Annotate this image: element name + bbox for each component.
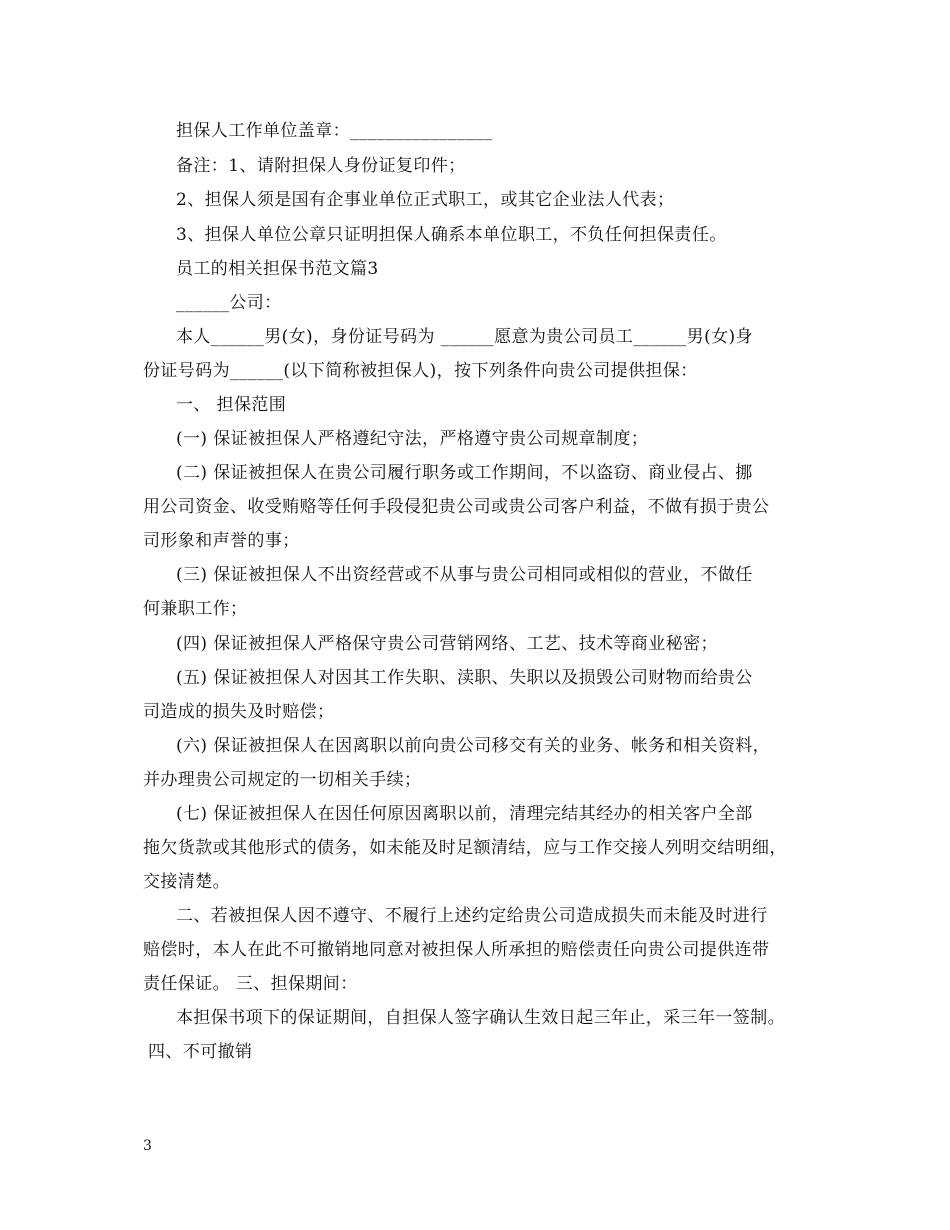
- clause-7-line-3: 交接清楚。: [143, 872, 230, 892]
- guarantee-period: 本担保书项下的保证期间，自担保人签字确认生效日起三年止，采三年一签制。: [176, 1008, 785, 1028]
- guarantor-seal-line: 担保人工作单位盖章：________________: [176, 121, 493, 141]
- clause-5-line-2: 司造成的损失及时赔偿；: [143, 702, 335, 722]
- note-3: 3、担保人单位公章只证明担保人确系本单位职工，不负任何担保责任。: [176, 225, 727, 245]
- note-1: 备注：1、请附担保人身份证复印件；: [176, 156, 466, 176]
- intro-line-1: 本人______男(女)，身份证号码为 ______愿意为贵公司员工______男(女)身: [176, 327, 753, 347]
- section-title: 员工的相关担保书范文篇3: [176, 259, 379, 279]
- note-2: 2、担保人须是国有企事业单位正式职工，或其它企业法人代表；: [176, 190, 675, 210]
- clause-4: (四) 保证被担保人严格保守贵公司营销网络、工艺、技术等商业秘密；: [176, 634, 718, 654]
- irrevocable-heading: 四、不可撤销: [148, 1042, 253, 1062]
- clause-7-line-1: (七) 保证被担保人在因任何原因离职以前，清理完结其经办的相关客户全部: [176, 804, 753, 824]
- addressee: ______公司：: [176, 293, 282, 313]
- section-2-line-3: 责任保证。 三、担保期间：: [143, 974, 358, 994]
- clause-1: (一) 保证被担保人严格遵纪守法，严格遵守贵公司规章制度；: [176, 429, 649, 449]
- section-2-line-2: 赔偿时，本人在此不可撤销地同意对被担保人所承担的赔偿责任向贵公司提供连带: [143, 940, 770, 960]
- clause-3-line-2: 何兼职工作；: [143, 599, 248, 619]
- scope-heading: 一、 担保范围: [176, 395, 287, 415]
- clause-7-line-2: 拖欠货款或其他形式的债务，如未能及时足额清结，应与工作交接人列明交结明细，: [143, 838, 787, 858]
- clause-2-line-1: (二) 保证被担保人在贵公司履行职务或工作期间，不以盗窃、商业侵占、挪: [176, 463, 753, 483]
- intro-line-2: 份证号码为______(以下简称被担保人)，按下列条件向贵公司提供担保：: [143, 361, 698, 381]
- section-2-line-1: 二、若被担保人因不遵守、不履行上述约定给贵公司造成损失而未能及时进行: [176, 906, 768, 926]
- clause-6-line-2: 并办理贵公司规定的一切相关手续；: [143, 770, 422, 790]
- page-number: 3: [143, 1138, 153, 1154]
- clause-5-line-1: (五) 保证被担保人对因其工作失职、渎职、失职以及损毁公司财物而给贵公: [176, 668, 753, 688]
- clause-2-line-2: 用公司资金、收受贿赂等任何手段侵犯贵公司或贵公司客户利益，不做有损于贵公: [143, 497, 770, 517]
- clause-6-line-1: (六) 保证被担保人在因离职以前向贵公司移交有关的业务、帐务和相关资料，: [176, 736, 771, 756]
- clause-3-line-1: (三) 保证被担保人不出资经营或不从事与贵公司相同或相似的营业，不做任: [176, 565, 753, 585]
- clause-2-line-3: 司形象和声誉的事；: [143, 531, 300, 551]
